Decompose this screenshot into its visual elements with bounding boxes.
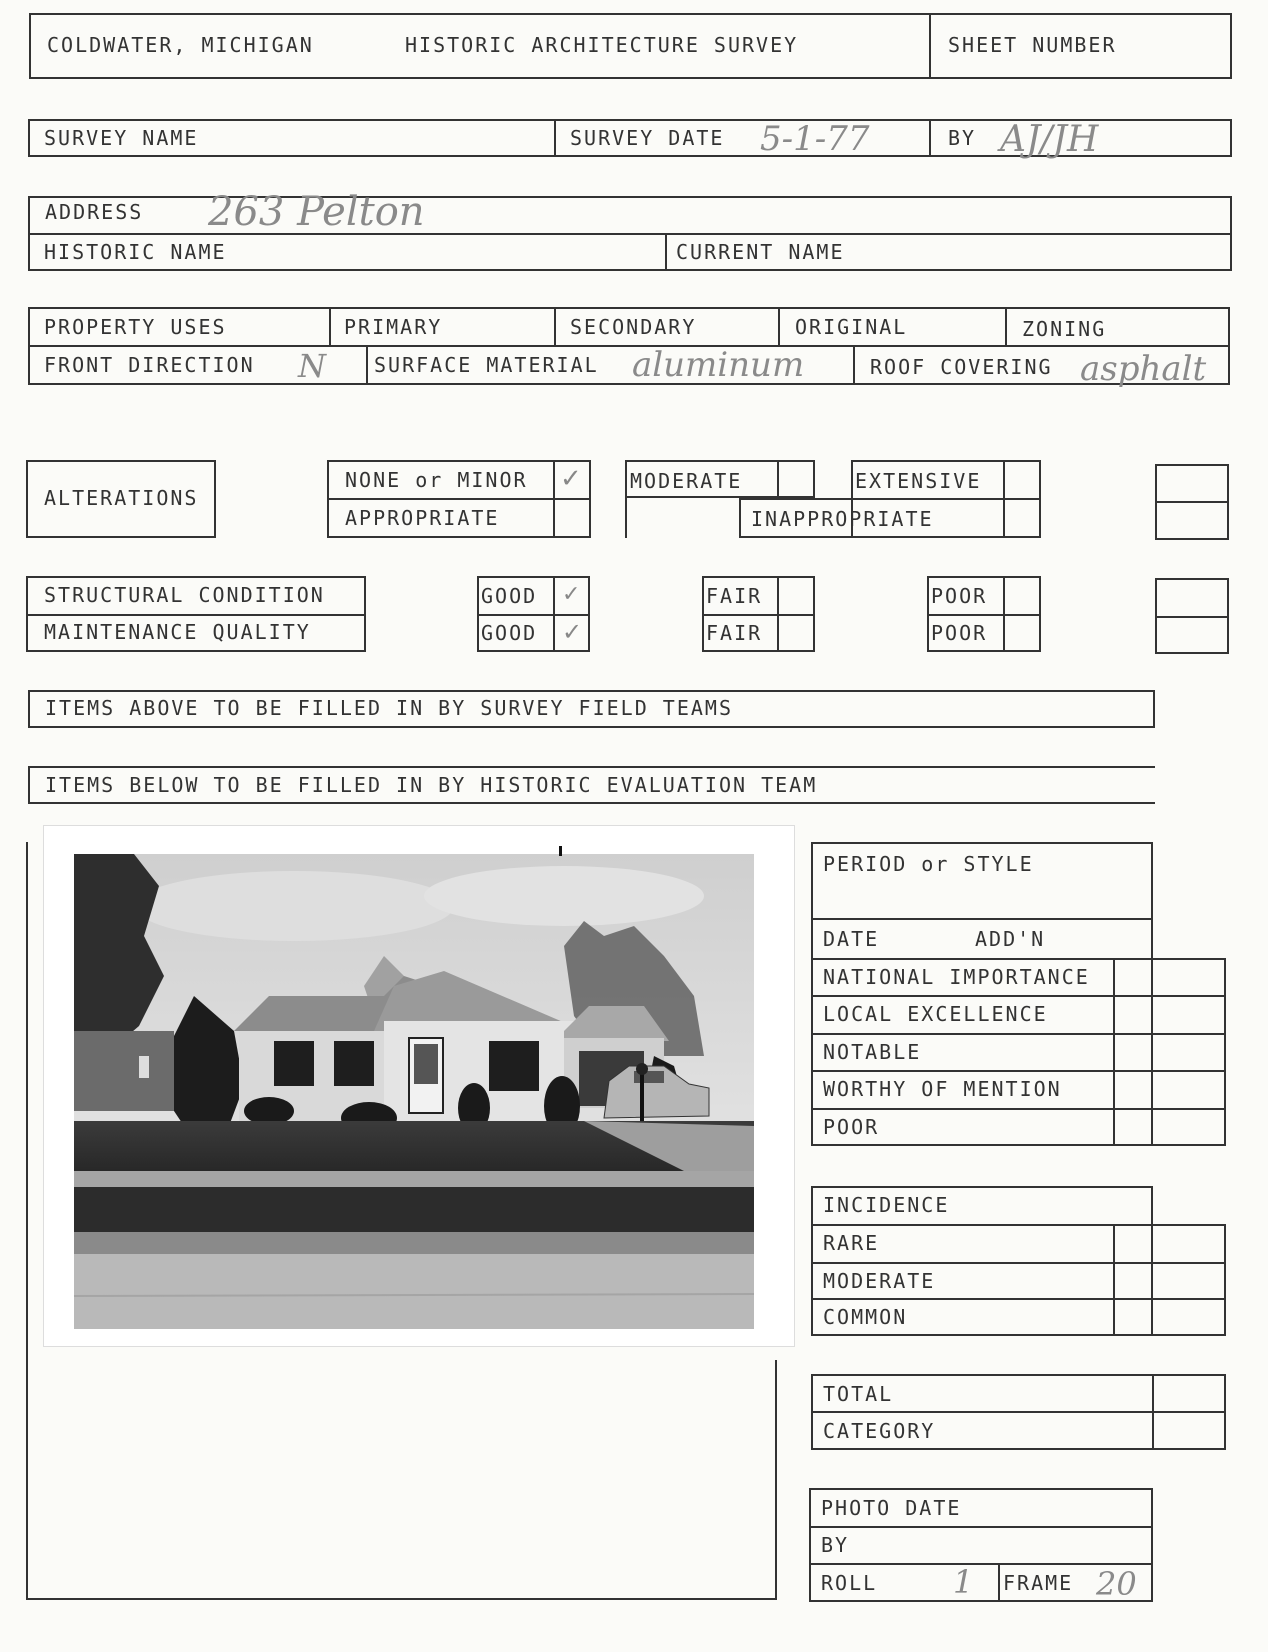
zoning-label: ZONING (1022, 317, 1107, 341)
secondary-label: SECONDARY (570, 315, 697, 339)
survey-by-label: BY (948, 126, 977, 150)
primary-label: PRIMARY (344, 315, 443, 339)
survey-divider-1 (554, 119, 556, 157)
structural-good-label: GOOD (481, 584, 538, 608)
fair-check-div (777, 576, 779, 652)
alt-score-divider (1155, 501, 1229, 503)
frame-value[interactable]: 20 (1096, 1565, 1137, 1603)
photo-info-line-1 (809, 1526, 1153, 1528)
address-label: ADDRESS (45, 200, 144, 224)
surface-material-value[interactable]: aluminum (632, 345, 805, 385)
eval-line-1 (811, 918, 1153, 920)
rare-label: RARE (823, 1231, 880, 1255)
historic-name-label: HISTORIC NAME (44, 240, 227, 264)
maintenance-fair-label: FAIR (706, 621, 763, 645)
survey-by-value[interactable]: AJ/JH (1000, 119, 1099, 160)
totals-score-div (1152, 1374, 1154, 1450)
period-style-label: PERIOD or STYLE (823, 852, 1034, 876)
front-direction-value[interactable]: N (298, 347, 326, 385)
header-divider (929, 13, 931, 79)
maintenance-good-label: GOOD (481, 621, 538, 645)
alt-divider-left (327, 498, 591, 500)
survey-name-label: SURVEY NAME (44, 126, 199, 150)
roof-covering-value[interactable]: asphalt (1080, 349, 1207, 389)
house-photo-image (44, 826, 794, 1346)
category-label: CATEGORY (823, 1419, 936, 1443)
roll-value[interactable]: 1 (953, 1563, 974, 1601)
inappropriate-bottom (739, 536, 853, 538)
structural-fair-label: FAIR (706, 584, 763, 608)
eval-poor-label: POOR (823, 1115, 880, 1139)
common-label: COMMON (823, 1305, 908, 1329)
lower-frame-right (775, 1360, 777, 1600)
none-minor-check-div (553, 460, 555, 538)
survey-divider-2 (929, 119, 931, 157)
roof-covering-label: ROOF COVERING (870, 355, 1053, 379)
prop-div-4 (1005, 307, 1007, 345)
maintenance-good-check[interactable]: ✓ (562, 618, 583, 646)
name-divider (665, 233, 667, 271)
national-importance-label: NATIONAL IMPORTANCE (823, 965, 1090, 989)
eval-score-div (1113, 958, 1115, 1146)
local-excellence-label: LOCAL EXCELLENCE (823, 1002, 1048, 1026)
current-name-label: CURRENT NAME (676, 240, 845, 264)
date-label: DATE (823, 927, 880, 951)
original-label: ORIGINAL (795, 315, 908, 339)
incidence-moderate-label: MODERATE (823, 1269, 936, 1293)
property-uses-label: PROPERTY USES (44, 315, 227, 339)
survey-date-label: SURVEY DATE (570, 126, 725, 150)
prop-div-2 (554, 307, 556, 345)
house-photograph (44, 826, 794, 1346)
form-title: HISTORIC ARCHITECTURE SURVEY (405, 33, 799, 57)
lower-frame-bottom (26, 1598, 776, 1600)
eval-score-column (1153, 958, 1226, 1146)
none-minor-check[interactable]: ✓ (560, 464, 582, 494)
moderate-check-div (777, 460, 779, 498)
front-direction-label: FRONT DIRECTION (44, 353, 255, 377)
roll-label: ROLL (821, 1571, 878, 1595)
fair-divider (702, 614, 815, 616)
inc-score-div (1113, 1224, 1115, 1336)
surface-material-label: SURFACE MATERIAL (374, 353, 599, 377)
maintenance-quality-label: MAINTENANCE QUALITY (44, 620, 311, 644)
alt-divider-right (739, 498, 1041, 500)
items-below-note: ITEMS BELOW TO BE FILLED IN BY HISTORIC EVALUATION TEAM (45, 773, 818, 797)
good-divider (477, 614, 590, 616)
inappropriate-left (739, 498, 741, 538)
structural-poor-label: POOR (931, 584, 988, 608)
moderate-label: MODERATE (630, 469, 743, 493)
alterations-label: ALTERATIONS (44, 486, 199, 510)
none-minor-label: NONE or MINOR (345, 468, 528, 492)
good-check-div (553, 576, 555, 652)
appropriate-label: APPROPRIATE (345, 506, 500, 530)
structural-condition-label: STRUCTURAL CONDITION (44, 583, 325, 607)
address-value[interactable]: 263 Pelton (208, 189, 425, 235)
notable-label: NOTABLE (823, 1040, 922, 1064)
total-label: TOTAL (823, 1382, 894, 1406)
extensive-label: EXTENSIVE (855, 469, 982, 493)
totals-divider (811, 1411, 1226, 1413)
moderate-drop (625, 498, 627, 538)
inappropriate-label: INAPPROPRIATE (751, 507, 934, 531)
property-divider (28, 345, 1230, 347)
photo-tick (559, 846, 562, 856)
addn-label: ADD'N (975, 927, 1046, 951)
survey-date-value[interactable]: 5-1-77 (760, 119, 870, 159)
frame-label: FRAME (1003, 1571, 1074, 1595)
city-label: COLDWATER, MICHIGAN (47, 33, 314, 57)
inc-score-column (1153, 1224, 1226, 1336)
items-above-note: ITEMS ABOVE TO BE FILLED IN BY SURVEY FIELD TEAMS (45, 696, 734, 720)
prop-div-6 (853, 345, 855, 385)
maintenance-poor-label: POOR (931, 621, 988, 645)
prop-div-5 (366, 345, 368, 385)
poor-check-div (1003, 576, 1005, 652)
prop-div-3 (778, 307, 780, 345)
lower-frame-left (26, 842, 28, 1600)
sheet-number-label: SHEET NUMBER (948, 33, 1117, 57)
structural-good-check[interactable]: ✓ (562, 582, 581, 607)
incidence-label: INCIDENCE (823, 1193, 950, 1217)
photo-date-label: PHOTO DATE (821, 1496, 962, 1520)
roll-frame-div (998, 1563, 1000, 1602)
poor-divider (927, 614, 1041, 616)
cond-score-divider (1155, 616, 1229, 618)
prop-div-1 (329, 307, 331, 345)
condition-label-divider (26, 614, 366, 616)
photo-by-label: BY (821, 1533, 850, 1557)
worthy-of-mention-label: WORTHY OF MENTION (823, 1077, 1062, 1101)
